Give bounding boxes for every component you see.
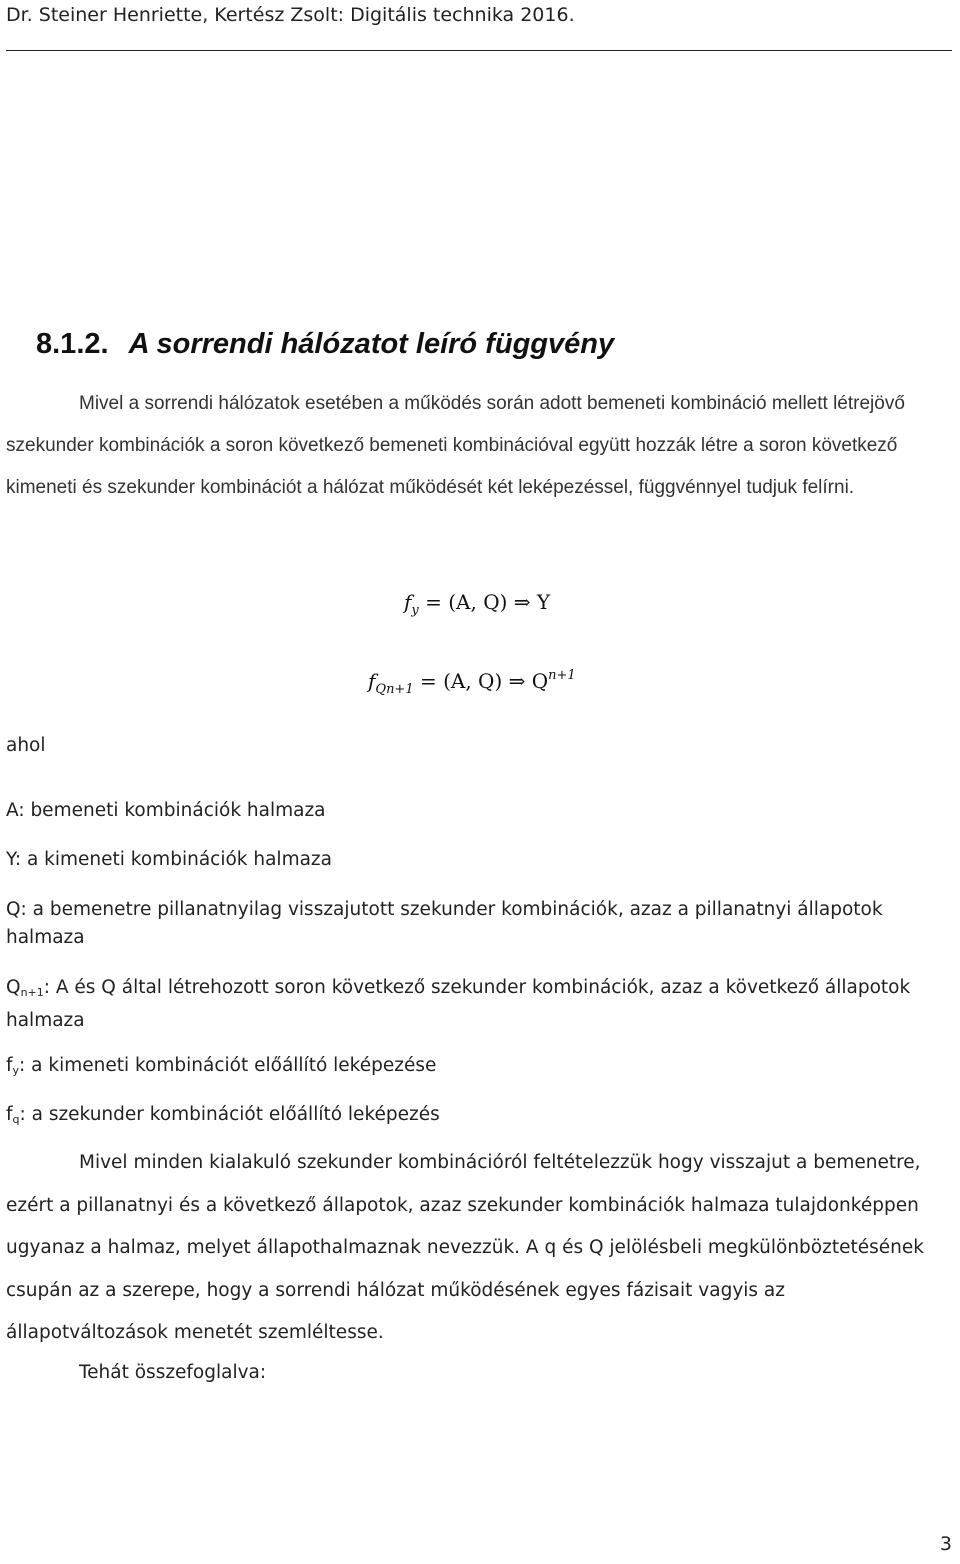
intro-paragraph-text: Mivel a sorrendi hálózatok esetében a működés során adott bemeneti kombináció mellett létrejövő szekunder kombinációk a soron következő bemeneti kombinációval együtt hozzák létre a soron következő kimeneti és szekunder kombinációt a hálózat működését két leképezéssel, függvénnyel tudjuk felírni. bbox=[6, 393, 905, 498]
formula-fy-f: f bbox=[404, 590, 412, 614]
definition-fy bbox=[6, 1052, 950, 1085]
header-rule bbox=[6, 50, 952, 51]
definition-fq-base: f bbox=[6, 1104, 13, 1125]
formula-fqn1-sup: n+1 bbox=[548, 668, 576, 683]
definition-fq bbox=[6, 1101, 950, 1134]
definition-fy-base: f bbox=[6, 1055, 13, 1076]
definition-qn1-text: : A és Q által létrehozott soron következő szekunder kombinációk, azaz a következő állapotok halmaza bbox=[6, 977, 911, 1031]
definition-fq-text: : a szekunder kombinációt előállító leképezés bbox=[19, 1104, 440, 1125]
formula-fqn1-sub: Qn+1 bbox=[375, 682, 414, 697]
section-title-text: A sorrendi hálózatot leíró függvény bbox=[128, 328, 615, 360]
page-header: Dr. Steiner Henriette, Kertész Zsolt: Digitális technika 2016. bbox=[6, 4, 575, 26]
formula-fy-sub: y bbox=[411, 603, 419, 618]
definition-fy-text: : a kimeneti kombinációt előállító leképezése bbox=[19, 1055, 437, 1076]
definition-y: Y: a kimeneti kombinációk halmaza bbox=[6, 849, 332, 870]
definition-qn1-sub: n+1 bbox=[20, 986, 44, 999]
definition-qn1 bbox=[6, 974, 950, 1035]
closing-paragraph-text: Mivel minden kialakuló szekunder kombinációról feltételezzük hogy visszajut a bemenetre, ezért a pillanatnyi és a következő állapotok, azaz szekunder kombinációk halmaza tulajdonképpen ugyanaz a halmaz, melyet állapothalmaznak nevezzük. A q és Q jelölésbeli megkülönböztetésének csupán az a szerepe, hogy a sorrendi hálózat működésének egyes fázisait vagyis az állapotváltozások menetét szemléltesse. bbox=[6, 1152, 924, 1343]
page-number: 3 bbox=[939, 1533, 952, 1555]
formula-fy bbox=[404, 590, 550, 618]
definition-fq-sub: q bbox=[12, 1113, 20, 1126]
definition-q: Q: a bemenetre pillanatnyilag visszajutott szekunder kombinációk, azaz a pillanatnyi állapotok halmaza bbox=[6, 899, 883, 948]
definition-fy-sub: y bbox=[12, 1064, 20, 1077]
formula-fqn1-eq: = (A, Q) ⇒ Q bbox=[413, 669, 549, 693]
formula-fqn1 bbox=[368, 668, 576, 697]
definition-qn1-base: Q bbox=[6, 977, 21, 998]
section-title bbox=[36, 328, 614, 361]
formula-fqn1-f: f bbox=[368, 669, 376, 693]
closing-paragraph bbox=[6, 1142, 950, 1355]
summary-label: Tehát összefoglalva: bbox=[79, 1362, 267, 1383]
definition-a: A: bemeneti kombinációk halmaza bbox=[6, 800, 326, 821]
ahol-label: ahol bbox=[6, 735, 46, 756]
formula-fy-eq: = (A, Q) ⇒ Y bbox=[418, 590, 551, 614]
section-number: 8.1.2. bbox=[36, 328, 109, 360]
intro-paragraph bbox=[6, 383, 950, 509]
